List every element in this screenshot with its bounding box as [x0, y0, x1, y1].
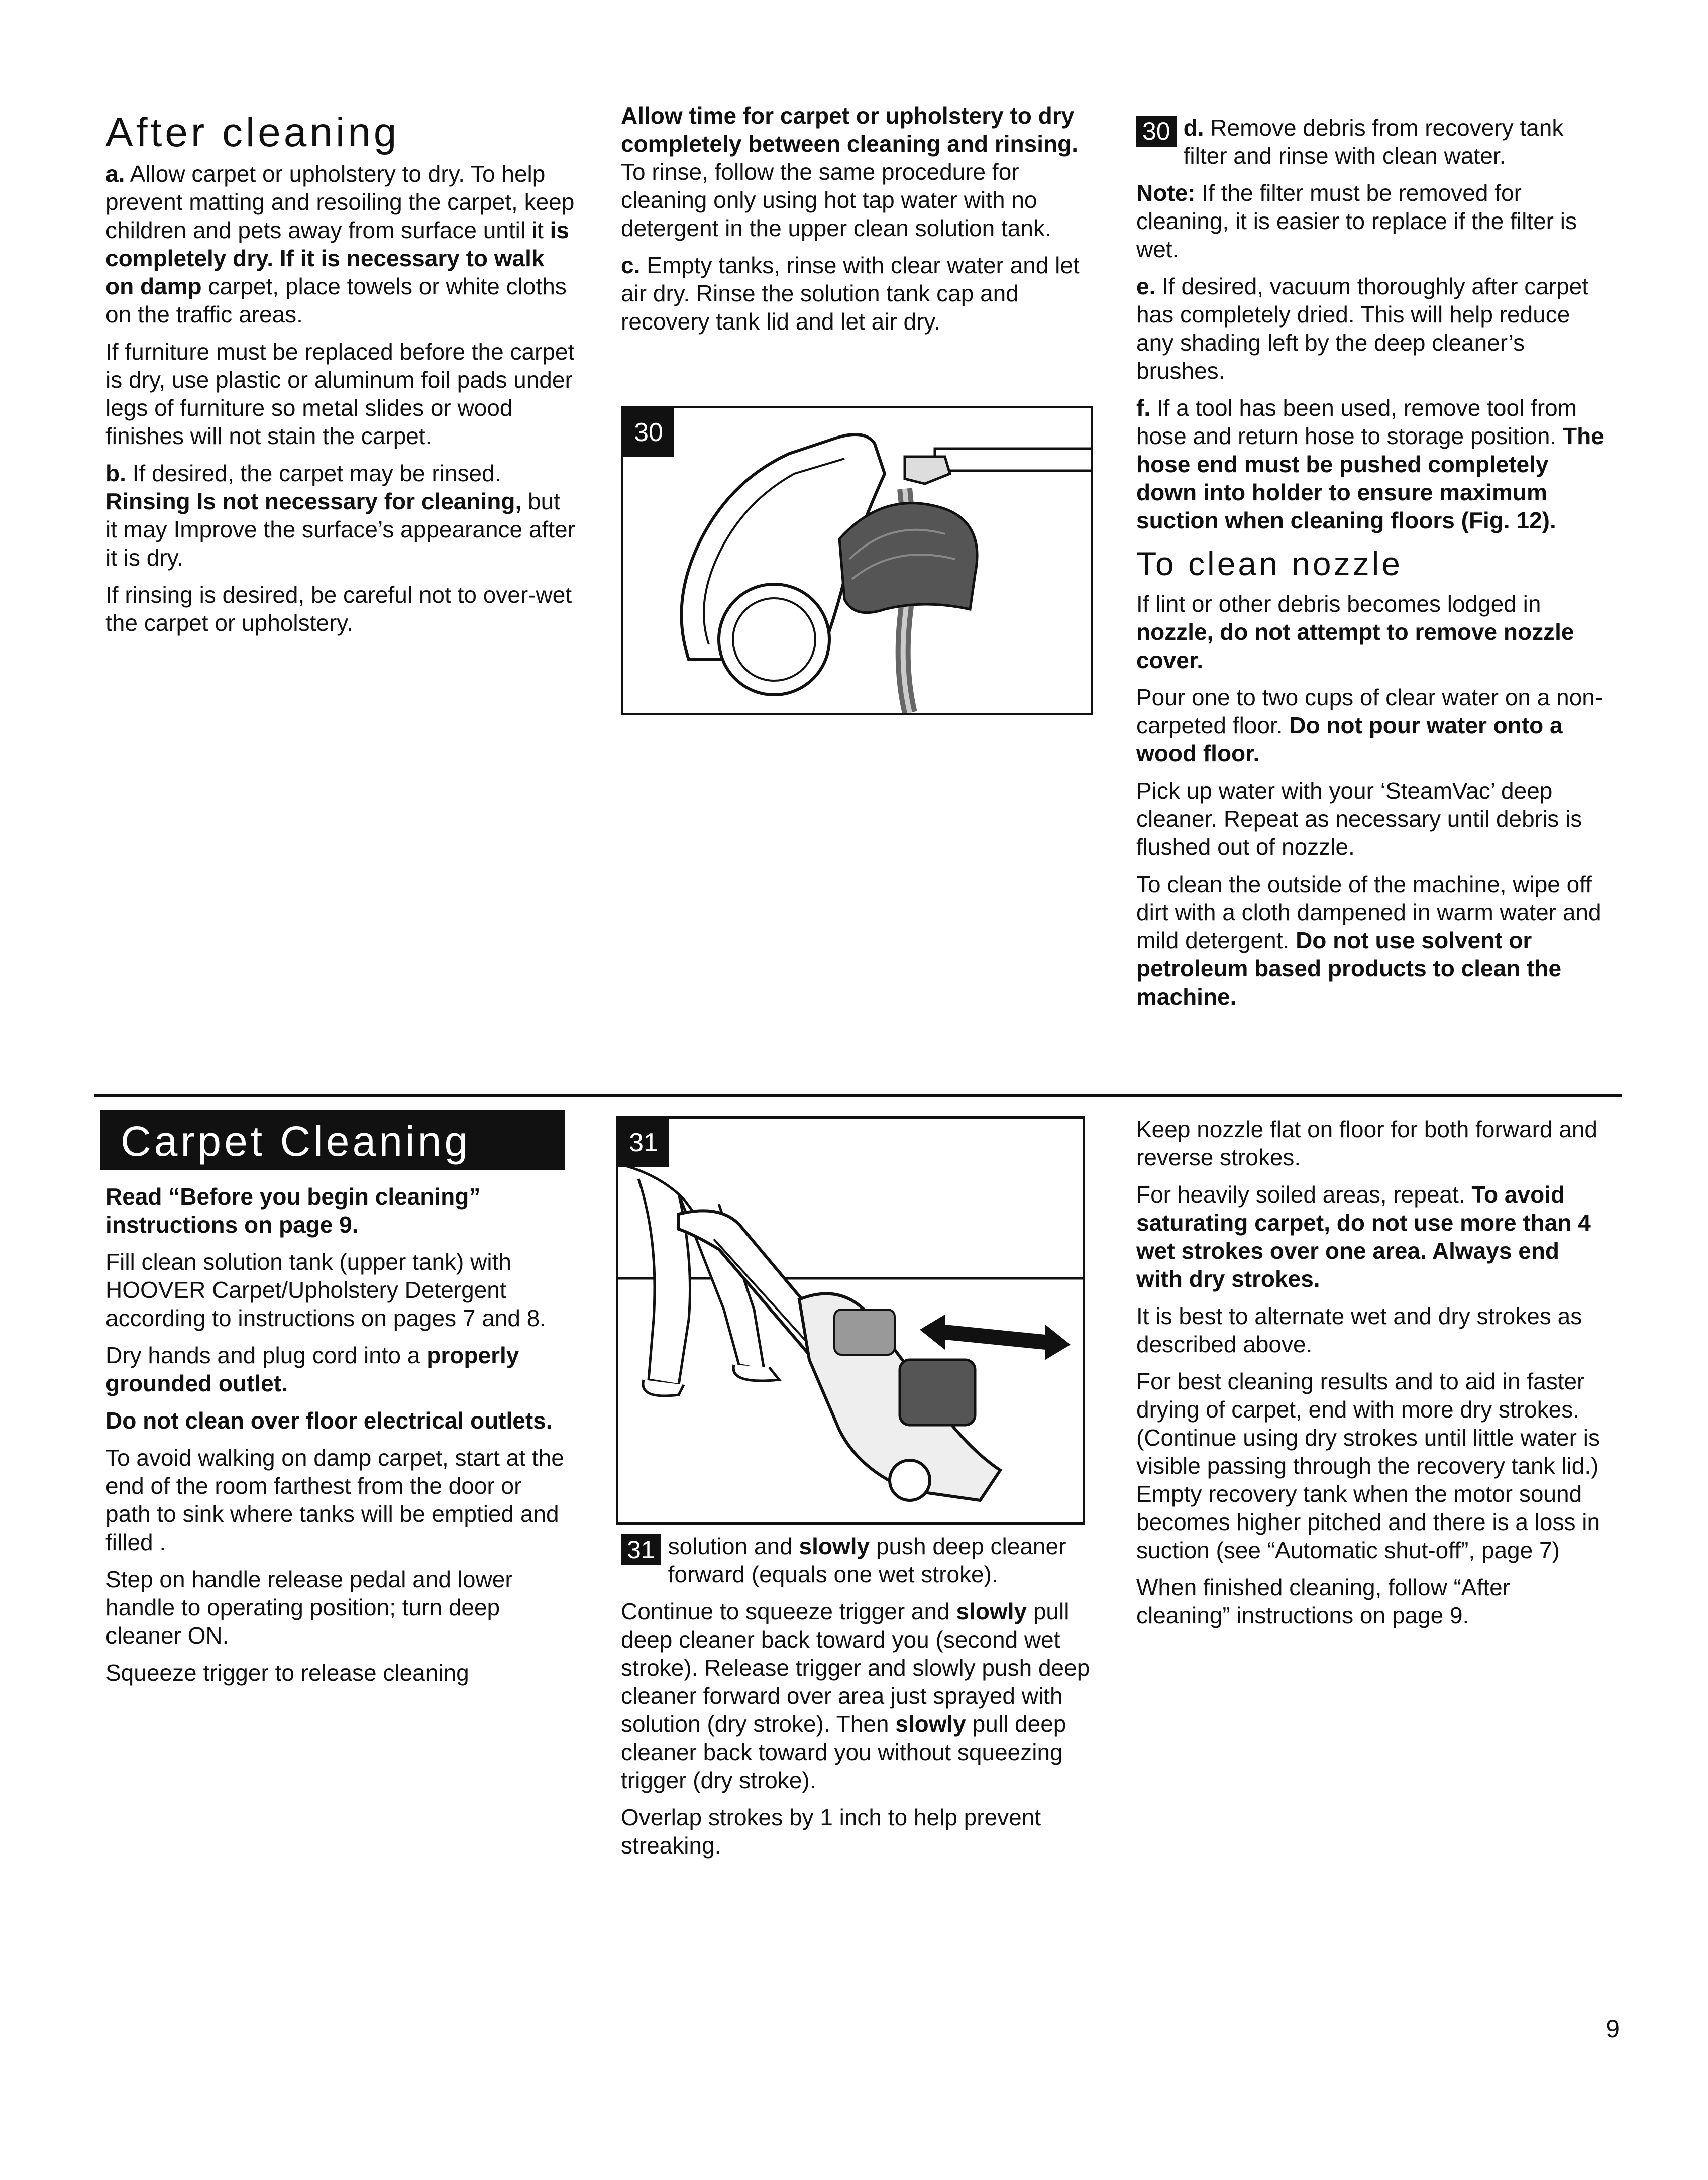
outlets-warning: Do not clean over floor electrical outlets.	[105, 1407, 553, 1434]
clean-nozzle-heading: To clean nozzle	[1136, 545, 1403, 582]
after-cleaning-section	[105, 108, 578, 646]
fill-tank-paragraph: Fill clean solution tank (upper tank) with HOOVER Carpet/Upholstery Detergent according to instructions on pages 7 and 8.	[105, 1249, 547, 1331]
nozzle-paragraph-1: If lint or other debris becomes lodged in nozzle, do not attempt to remove nozzle cover.	[1136, 591, 1574, 673]
empty-recovery-tank-paragraph: Empty recovery tank when the motor sound becomes higher pitched and there is a loss in suction (see “Automatic shut-off”, page 7)	[1136, 1481, 1600, 1563]
step-31: 31 solution and slowly push deep cleaner forward (equals one wet stroke).	[621, 1532, 1093, 1588]
nozzle-flat-paragraph: Keep nozzle flat on floor for both forward and reverse strokes.	[1136, 1116, 1598, 1170]
plug-cord-paragraph: Dry hands and plug cord into a properly grounded outlet.	[105, 1342, 519, 1396]
carpet-cleaning-section	[100, 1110, 573, 1696]
person-using-deep-cleaner-illustration	[618, 1119, 1083, 1522]
right-bottom-section	[1136, 1115, 1609, 1639]
after-step-b: b. If desired, the carpet may be rinsed. Rinsing Is not necessary for cleaning, but it may Improve the surface’s appearance after it is dry.	[105, 460, 575, 571]
nozzle-paragraph-3: Pick up water with your ‘SteamVac’ deep cleaner. Repeat as necessary until debris is flushed out of nozzle.	[1136, 778, 1582, 860]
squeeze-trigger-paragraph: Squeeze trigger to release cleaning	[105, 1660, 469, 1686]
step-c: c. Empty tanks, rinse with clear water and let air dry. Rinse the solution tank cap and recovery tank lid and let air dry.	[621, 252, 1080, 335]
section-divider	[94, 1094, 1622, 1097]
overlap-strokes-paragraph: Overlap strokes by 1 inch to help prevent streaking.	[621, 1804, 1041, 1859]
read-instructions: Read “Before you begin cleaning” instructions on page 9.	[105, 1183, 481, 1238]
filter-note: Note: If the filter must be removed for cleaning, it is easier to replace if the filter is wet.	[1136, 180, 1577, 262]
after-furniture-paragraph: If furniture must be replaced before the carpet is dry, use plastic or aluminum foil pads under legs of furniture so metal slides or wood finishes will not stain the carpet.	[105, 339, 575, 449]
after-cleaning-heading: After cleaning	[105, 110, 400, 155]
step-e: e. If desired, vacuum thoroughly after carpet has completely dried. This will help reduce any shading left by the deep cleaner’s brushes.	[1136, 273, 1589, 384]
nozzle-paragraph-2: Pour one to two cups of clear water on a non-carpeted floor. Do not pour water onto a wood floor.	[1136, 684, 1603, 767]
avoid-walking-paragraph: To avoid walking on damp carpet, start at the end of the room farthest from the door or path to sink where tanks will be emptied and filled .	[105, 1445, 564, 1555]
figure-30	[621, 406, 1093, 715]
nozzle-paragraph-4: To clean the outside of the machine, wipe off dirt with a cloth dampened in warm water and mild detergent. Do not use solvent or petroleum based products to clean the machine.	[1136, 871, 1602, 1010]
rinse-paragraph: Allow time for carpet or upholstery to dry completely between cleaning and rinsing. To rinse, follow the same procedure for cleaning only using hot tap water with no detergent in the upper clean solution tank.	[621, 102, 1078, 241]
handle-release-paragraph: Step on handle release pedal and lower handle to operating position; turn deep cleaner ON.	[105, 1566, 513, 1649]
best-results-paragraph: For best cleaning results and to aid in faster drying of carpet, end with more dry strokes. (Continue using dry strokes until little water is visible passing through the recovery tank lid.)	[1136, 1368, 1600, 1479]
figure-31-label: 31	[618, 1119, 669, 1167]
after-step-a: a. Allow carpet or upholstery to dry. To help prevent matting and resoiling the carpet, keep children and pets away from surface until it is completely dry. If it is necessary to walk on damp carpet, place towels or white cloths on the traffic areas.	[105, 161, 575, 328]
after-rinse-note: If rinsing is desired, be careful not to over-wet the carpet or upholstery.	[105, 582, 572, 636]
heavily-soiled-paragraph: For heavily soiled areas, repeat. To avoid saturating carpet, do not use more than 4 wet strokes over one area. Always end with dry strokes.	[1136, 1181, 1591, 1292]
alternate-strokes-paragraph: It is best to alternate wet and dry strokes as described above.	[1136, 1303, 1582, 1357]
stroke-instructions	[621, 1532, 1093, 1869]
right-top-section	[1136, 114, 1609, 1020]
step-f: f. If a tool has been used, remove tool from hose and return hose to storage position. The hose end must be pushed completely down into holder to ensure maximum suction when cleaning floors (Fig. 12).	[1136, 395, 1604, 533]
figure-30-label: 30	[623, 408, 674, 457]
figure-31	[616, 1116, 1085, 1525]
when-finished-paragraph: When finished cleaning, follow “After cleaning” instructions on page 9.	[1136, 1574, 1511, 1628]
page-number: 9	[1606, 2015, 1620, 2043]
faucet-rinsing-tank-illustration	[623, 408, 1091, 713]
rinse-section	[621, 101, 1093, 345]
step-31-badge: 31	[621, 1534, 661, 1565]
step-30-badge: 30	[1136, 116, 1177, 147]
second-stroke-paragraph: Continue to squeeze trigger and slowly pull deep cleaner back toward you (second wet stroke). Release trigger and slowly push deep cleaner forward over area just sprayed with solution (dry stroke). Then slowly pull deep cleaner back toward you without squeezing trigger (dry stroke).	[621, 1598, 1090, 1793]
carpet-cleaning-banner: Carpet Cleaning	[100, 1110, 565, 1170]
step-d: 30 d. Remove debris from recovery tank filter and rinse with clean water.	[1136, 114, 1609, 170]
